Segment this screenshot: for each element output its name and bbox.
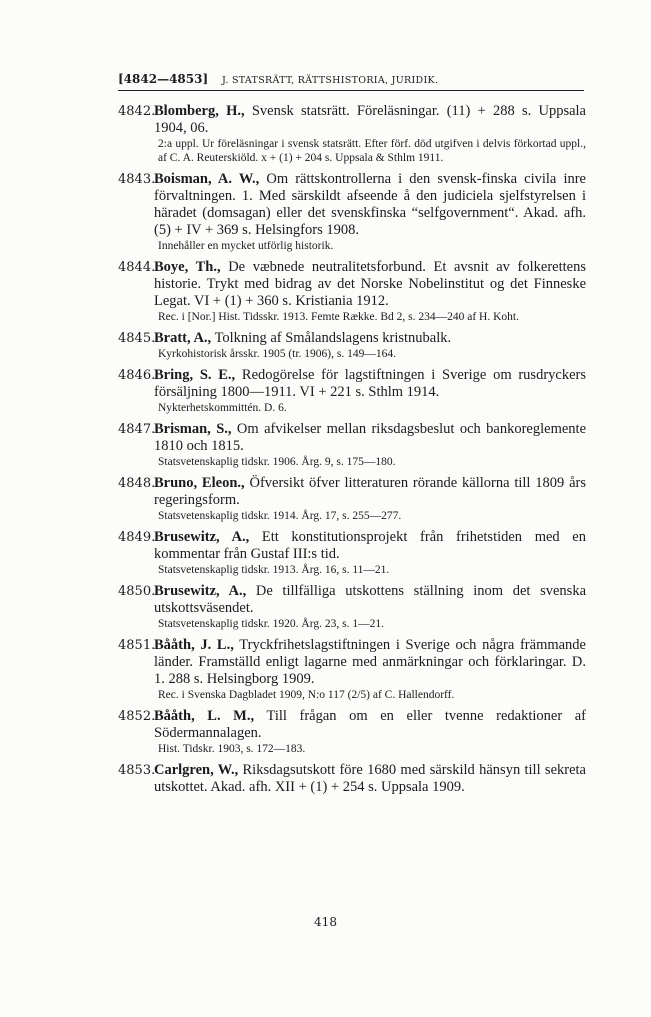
entry-author: Blomberg, H., xyxy=(154,103,245,119)
entry-text: Tryckfrihetslagstiftningen i Sverige och några främmande länder. Framställd enligt lagarne med anmärkningar och förklaringar. D. 1. 288 s. Helsingborg 1909. xyxy=(154,637,586,687)
entry-text: Riksdagsutskott före 1680 med särskild hänsyn till sekreta utskottet. Akad. afh. XII + (1) + 254 s. Uppsala 1909. xyxy=(154,762,586,795)
entry-number: 4842. xyxy=(118,104,156,119)
entry-number: 4851. xyxy=(118,638,156,653)
entry-note: Statsvetenskaplig tidskr. 1913. Årg. 16, s. 11—21. xyxy=(158,564,390,576)
bibliography-entry xyxy=(118,171,586,253)
entry-text: De væbnede neutralitetsforbund. Et avsnit av folkerettens historie. Trykt med bidrag av det Norske Nobelinstitut og det Finneske Legat. VI + (1) + 360 s. Kristiania 1912. xyxy=(154,259,586,309)
entry-note: Innehåller en mycket utförlig historik. xyxy=(158,240,334,252)
entry-citation xyxy=(154,708,586,742)
running-head xyxy=(118,72,584,91)
entry-citation xyxy=(154,367,586,401)
entry-note: Rec. i Svenska Dagbladet 1909, N:o 117 (2/5) af C. Hallendorff. xyxy=(158,689,455,701)
entry-note: 2:a uppl. Ur föreläsningar i svensk statsrätt. Efter förf. död utgifven i delvis förkortad uppl., af C. A. Reuterskiöld. x + (1) + 204 s. Uppsala & Sthlm 1911. xyxy=(158,138,586,164)
bibliography-entry xyxy=(118,475,586,523)
entry-note: Rec. i [Nor.] Hist. Tidsskr. 1913. Femte Række. Bd 2, s. 234—240 af H. Koht. xyxy=(158,311,519,323)
entry-text: Tolkning af Smålandslagens kristnubalk. xyxy=(214,330,452,346)
entry-citation xyxy=(154,421,586,455)
bibliography-entry xyxy=(118,259,586,324)
entry-number: 4853. xyxy=(118,763,156,778)
entry-citation xyxy=(154,103,586,137)
bibliography-entry xyxy=(118,367,586,415)
bibliography-entry xyxy=(118,330,586,361)
entry-note: Nykterhetskommittén. D. 6. xyxy=(158,402,287,414)
section-title: J. STATSRÄTT, RÄTTSHISTORIA, JURIDIK. xyxy=(221,75,439,86)
entry-author: Bratt, A., xyxy=(154,330,212,346)
entry-text: Svensk statsrätt. Föreläsningar. (11) + 288 s. Uppsala 1904, 06. xyxy=(154,103,586,136)
entry-citation xyxy=(154,259,586,310)
entry-citation xyxy=(154,171,586,239)
entry-text: Öfversikt öfver litteraturen rörande källorna till 1809 års regeringsform. xyxy=(154,475,587,508)
entry-author: Bååth, J. L., xyxy=(154,637,234,653)
entry-number: 4847. xyxy=(118,422,156,437)
entry-note: Statsvetenskaplig tidskr. 1906. Årg. 9, s. 175—180. xyxy=(158,456,396,468)
entry-text: De tillfälliga utskottens ställning inom det svenska utskottsväsendet. xyxy=(154,583,587,616)
entry-note: Statsvetenskaplig tidskr. 1914. Årg. 17, s. 255—277. xyxy=(158,510,402,522)
entry-author: Brisman, S., xyxy=(154,421,232,437)
entry-author: Bring, S. E., xyxy=(154,367,236,383)
entry-number: 4845. xyxy=(118,331,156,346)
entry-citation xyxy=(154,529,586,563)
entry-text: Redogörelse för lagstiftningen i Sverige om rusdryckers försäljning 1800—1911. VI + 221 s. Sthlm 1914. xyxy=(154,367,586,400)
entry-author: Brusewitz, A., xyxy=(154,529,250,545)
entry-note: Hist. Tidskr. 1903, s. 172—183. xyxy=(158,743,306,755)
bibliography-entry xyxy=(118,103,586,165)
entry-citation xyxy=(154,762,586,796)
entry-text: Ett konstitutionsprojekt från frihetstiden med en kommentar från Gustaf III:s tid. xyxy=(154,529,586,562)
entry-text: Till frågan om en eller tvenne redaktioner af Södermannalagen. xyxy=(154,708,587,741)
entry-number: 4852. xyxy=(118,709,156,724)
bibliography-entry xyxy=(118,421,586,469)
bibliography-entry xyxy=(118,583,586,631)
entry-author: Bååth, L. M., xyxy=(154,708,255,724)
entry-number: 4846. xyxy=(118,368,156,383)
bibliography-entry xyxy=(118,708,586,756)
entry-author: Bruno, Eleon., xyxy=(154,475,245,491)
entry-number: 4849. xyxy=(118,530,156,545)
entry-author: Carlgren, W., xyxy=(154,762,239,778)
entry-text: Om afvikelser mellan riksdagsbeslut och bankoreglemente 1810 och 1815. xyxy=(154,421,587,454)
entry-citation xyxy=(154,475,586,509)
bibliography-entry xyxy=(118,762,586,796)
entry-range: [4842—4853] xyxy=(118,72,209,86)
entry-author: Boye, Th., xyxy=(154,259,221,275)
page-number: 418 xyxy=(314,915,337,929)
bibliography-entry xyxy=(118,637,586,702)
bibliography-entry xyxy=(118,529,586,577)
entry-citation xyxy=(154,330,586,347)
entry-author: Boisman, A. W., xyxy=(154,171,260,187)
entry-note: Statsvetenskaplig tidskr. 1920. Årg. 23, s. 1—21. xyxy=(158,618,384,630)
entry-number: 4844. xyxy=(118,260,156,275)
entry-citation xyxy=(154,583,586,617)
entry-citation xyxy=(154,637,586,688)
entry-number: 4848. xyxy=(118,476,156,491)
entry-note: Kyrkohistorisk årsskr. 1905 (tr. 1906), s. 149—164. xyxy=(158,348,396,360)
entry-author: Brusewitz, A., xyxy=(154,583,247,599)
entry-number: 4850. xyxy=(118,584,156,599)
entry-text: Om rättskontrollerna i den svensk-finska civila inre förvaltningen. 1. Med särskildt afseende å den judiciela sjelfstyrelsen i häradet (domsagan) eller det svenskfinska “selfgovernment“. Akad. afh. (5) + IV + 369 s. Helsingfors 1908. xyxy=(154,171,586,238)
bibliography-list xyxy=(118,103,586,802)
entry-number: 4843. xyxy=(118,172,156,187)
